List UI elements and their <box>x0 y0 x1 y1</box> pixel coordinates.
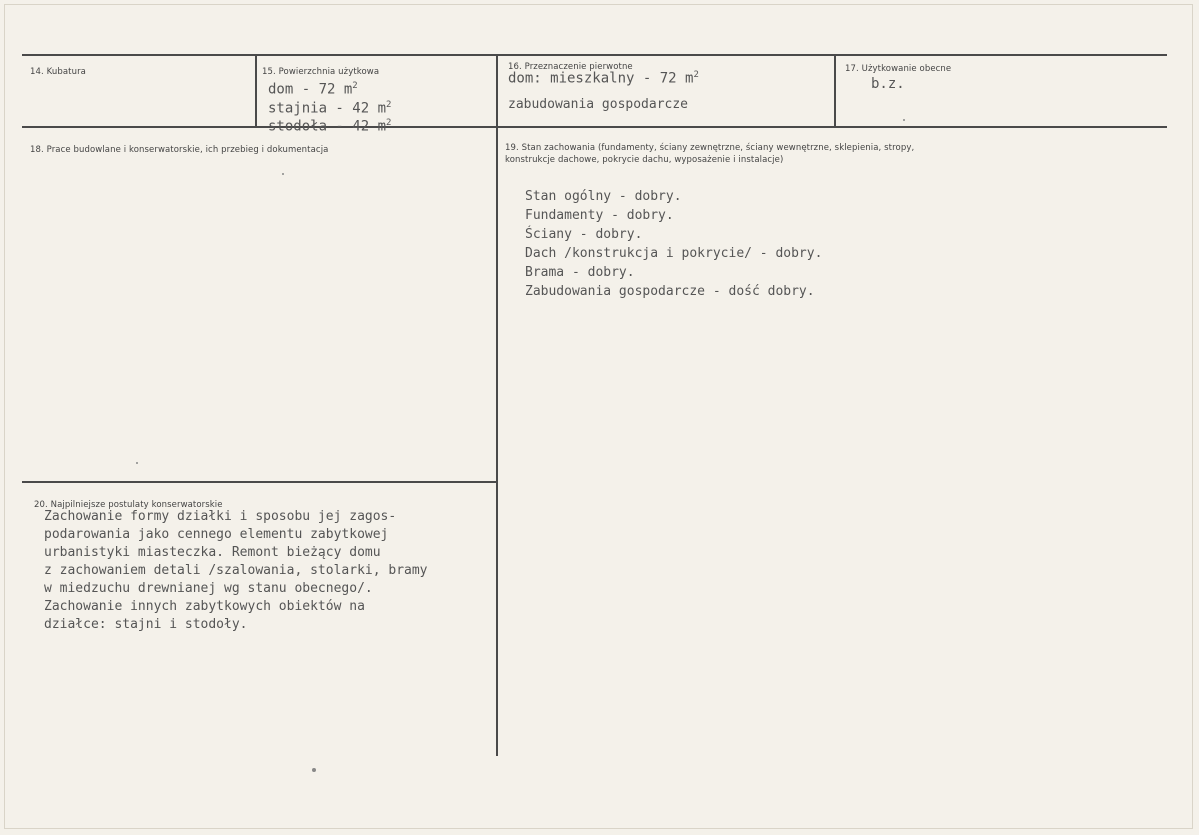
field-17-value: b.z. <box>871 76 905 92</box>
condition-farm-buildings: Zabudowania gospodarcze - dość dobry. <box>525 284 815 299</box>
divider-15-16 <box>496 56 498 756</box>
postulate-line-3: urbanistyki miasteczka. Remont bieżący domu <box>44 545 381 560</box>
top-rule <box>22 54 1167 56</box>
row1-bottom-rule <box>22 126 1167 128</box>
postulate-line-2: podarowania jako cennego elementu zabytkowej <box>44 527 389 542</box>
field-16-line1: dom: mieszkalny - 72 $m^2$ <box>508 70 699 87</box>
field-19-values <box>525 187 822 301</box>
postulate-line-5: w miedzuchu drewnianej wg stanu obecnego/. <box>44 581 373 596</box>
postulate-line-6: Zachowanie innych zabytkowych obiektów na <box>44 599 365 614</box>
divider-14-15 <box>255 56 257 126</box>
paper-speck <box>282 173 284 175</box>
area-barn: stodoła - 42 $m^2$ <box>268 118 392 135</box>
area-house: dom - 72 $m^2$ <box>268 81 358 98</box>
postulate-line-4: z zachowaniem detali /szalowania, stolarki, bramy <box>44 563 428 578</box>
condition-foundations: Fundamenty - dobry. <box>525 208 674 223</box>
field-20-label: 20. Najpilniejsze postulaty konserwatorskie <box>34 500 223 510</box>
condition-walls: Ściany - dobry. <box>525 227 643 242</box>
field-20-values <box>44 508 428 634</box>
paper-speck <box>312 768 316 772</box>
field-17-label: 17. Użytkowanie obecne <box>845 64 952 74</box>
field-15-values <box>268 79 391 135</box>
condition-gate: Brama - dobry. <box>525 265 635 280</box>
divider-16-17 <box>834 56 836 126</box>
field-14-label: 14. Kubatura <box>30 67 86 77</box>
paper-speck <box>903 119 905 121</box>
field-19-label-line1: 19. Stan zachowania (fundamenty, ściany zewnętrzne, ściany wewnętrzne, sklepienia, stropy, <box>505 143 915 153</box>
condition-roof: Dach /konstrukcja i pokrycie/ - dobry. <box>525 246 823 261</box>
field-19-label-line2: konstrukcje dachowe, pokrycie dachu, wyposażenie i instalacje) <box>505 155 784 165</box>
condition-general: Stan ogólny - dobry. <box>525 189 682 204</box>
postulate-line-1: Zachowanie formy działki i sposobu jej zagos- <box>44 509 397 524</box>
field-15-label: 15. Powierzchnia użytkowa <box>262 67 380 77</box>
field-16-label: 16. Przeznaczenie pierwotne <box>508 62 633 72</box>
area-stable: stajnia - 42 $m^2$ <box>268 99 392 117</box>
section20-top-rule <box>22 481 498 483</box>
paper-speck <box>136 462 138 464</box>
postulate-line-7: działce: stajni i stodoły. <box>44 617 248 632</box>
field-18-label: 18. Prace budowlane i konserwatorskie, ich przebieg i dokumentacja <box>30 145 329 155</box>
field-16-line2: zabudowania gospodarcze <box>508 97 689 112</box>
